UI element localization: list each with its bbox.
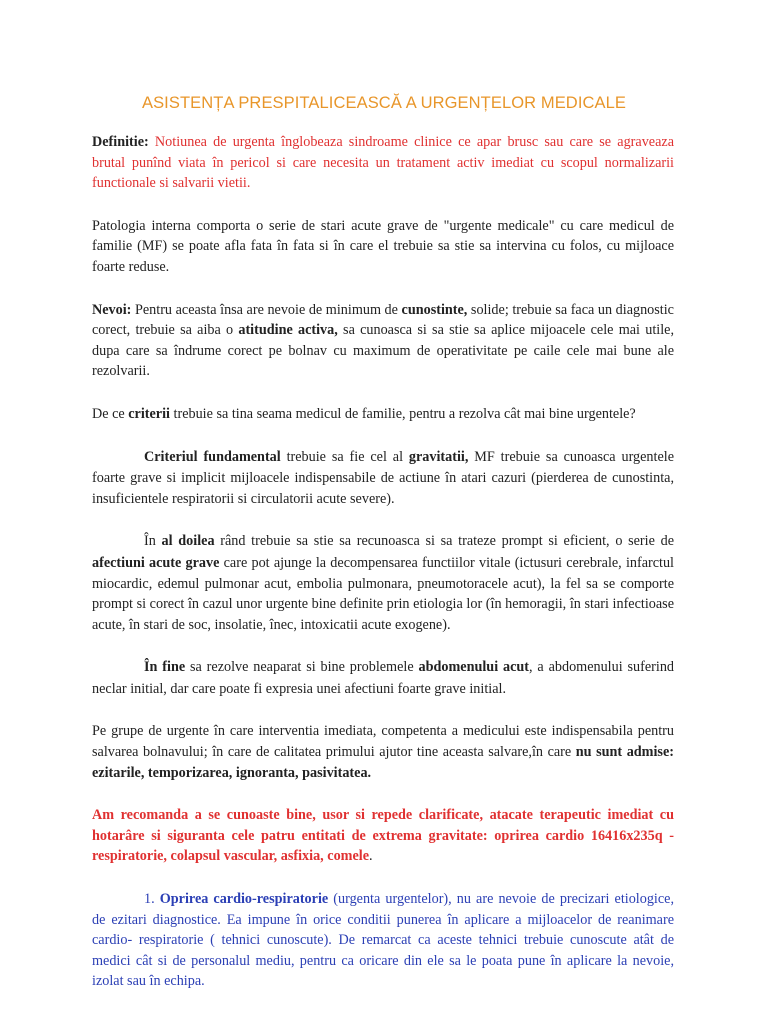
page-title: ASISTENȚA PRESPITALICEASCĂ A URGENȚELOR MEDICALE: [141, 94, 627, 112]
item-1-number: 1.: [144, 891, 160, 908]
criterion-1-bold-1: Criteriul fundamental: [144, 448, 281, 465]
criterion-1-bold-2: gravitatii,: [408, 448, 469, 465]
needs-paragraph: [92, 300, 674, 382]
criterion-2-bold-1: al doilea: [161, 533, 215, 550]
definition-paragraph: [92, 132, 674, 194]
definition-label: Definitie:: [92, 134, 149, 150]
criterion-3-paragraph: [92, 657, 674, 699]
groups-text: Pe grupe de urgente în care interventia imediata, competenta a medicului este indispensabila pentru salvarea bolnavului; în care de calitatea primului ajutor tine aceasta salvare,în care: [92, 723, 674, 761]
groups-paragraph: [92, 721, 674, 783]
definition-text: Notiunea de urgenta înglobeaza sindroame clinice ce apar brusc sau care se agraveaza brutal punînd viata în pericol si care necesita un tratament activ imediat cu scopul normalizarii functionale si salvarii vietii.: [92, 134, 674, 192]
criterion-3-text-1: sa rezolve neaparat si bine problemele: [185, 659, 419, 676]
recommendation-period: .: [369, 848, 373, 865]
criterion-1-paragraph: [92, 447, 674, 510]
criterion-2-paragraph: [92, 531, 674, 635]
item-1-paragraph: [92, 889, 674, 992]
needs-bold-2: atitudine activa,: [238, 322, 338, 339]
criterion-2-text-2: care pot ajunge la decompensarea functiilor vitale (ictusuri cerebrale, infarctul miocardic, edemul pulmonar acut, embolia pulmonara, pneumotoracele acut), la fel sa se comporte prompt si corect în cazul unor urgente bine definite prin etiologia lor (în hemoragii, în stari infectioase acute, în stari de soc, insolatie, înec, intoxicatii acute exogene).: [92, 554, 674, 633]
needs-text-2: solide; trebuie sa faca un diagnostic corect, trebuie sa aiba o: [92, 301, 674, 339]
recommendation-bold: Am recomanda a se cunoaste bine, usor si repede clarificate, atacate terapeutic imediat cu hotarâre si siguranta cele patru entitati de extrema gravitate: oprirea cardio 16416x235q -respiratorie, colapsul vascular, asfixia, comele: [92, 807, 674, 865]
needs-text-3: sa cunoasca si sa stie sa aplice mijoacele cele mai utile, dupa care sa îndrume corect pe bolnav cu maximum de operativitate pe caile cele mai bune ale rezolvarii.: [92, 322, 674, 380]
criterion-2-bold-2: afectiuni acute grave: [92, 554, 220, 571]
needs-bold-1: cunostinte,: [401, 301, 468, 318]
item-1-text: (urgenta urgentelor), nu are nevoie de precizari etiologice, de ezitari diagnostice. Ea impune în orice conditii punerea în aplicare a mijloacelor de reanimare cardio- respiratorie ( tehnici cunoscute). De remarcat ca aceste tehnici trebuie cunoscute atât de medici cât si de personalul mediu, pentru ca oricare din ele sa le poata pune în aplicare la nevoie, izolat sau în echipa.: [92, 891, 675, 990]
groups-bold: nu sunt admise: ezitarile, temporizarea, ignoranta, pasivitatea.: [92, 744, 674, 781]
criterion-3-text-2: , a abdomenului suferind neclar initial, dar care poate fi expresia unei afectiuni foarte grave initial.: [92, 659, 675, 697]
needs-text-1: Pentru aceasta însa are nevoie de minimum de: [131, 301, 402, 318]
criterion-2-text-0: În: [144, 533, 162, 550]
criteria-bold: criterii: [128, 405, 170, 422]
document-body: [92, 132, 674, 1014]
criterion-2-text-1: rând trebuie sa stie sa recunoasca si sa trateze prompt si eficient, o serie de: [214, 533, 674, 550]
criteria-question-paragraph: [92, 404, 674, 425]
item-1-bold: Oprirea cardio-respiratorie: [159, 891, 329, 908]
criterion-3-bold-1: În fine: [144, 659, 186, 676]
criterion-1-text-2: MF trebuie sa cunoasca urgentele foarte grave si implicit mijloacele indispensabile de actiune în atari cazuri (pierderea de cunostinta, insuficientele respiratorii si circulatorii acute severe).: [92, 448, 674, 507]
criterion-1-text-1: trebuie sa fie cel al: [280, 448, 409, 465]
needs-label: Nevoi:: [92, 301, 132, 318]
criteria-text-1: De ce: [92, 405, 129, 422]
pathology-paragraph: Patologia interna comporta o serie de stari acute grave de "urgente medicale" cu care medicul de familie (MF) se poate afla fata în fata si în care el trebuie sa stie sa intervina cu folos, cu mijloace foarte reduse.: [92, 217, 674, 275]
criterion-3-bold-2: abdomenului acut: [418, 659, 530, 676]
recommendation-paragraph: [92, 805, 674, 867]
criteria-text-2: trebuie sa tina seama medicul de familie, pentru a rezolva cât mai bine urgentele?: [169, 405, 636, 422]
